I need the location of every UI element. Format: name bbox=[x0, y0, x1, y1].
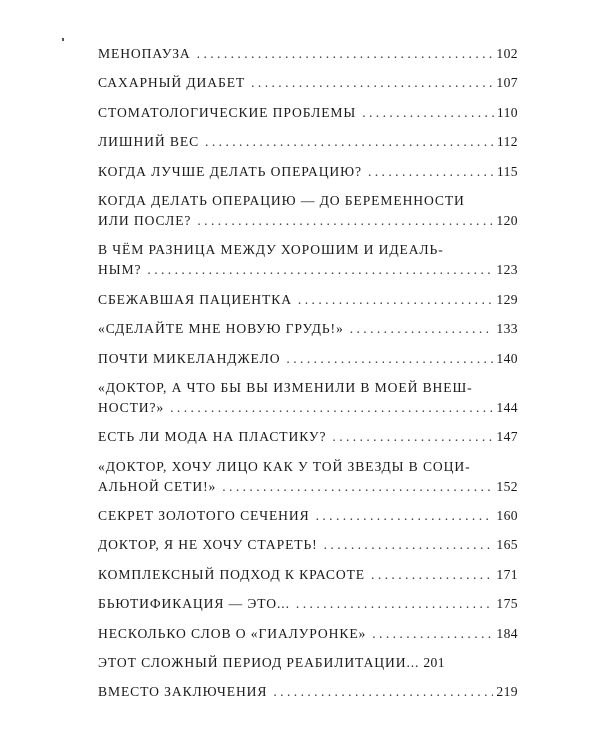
toc-entry-line bbox=[98, 427, 518, 447]
toc-entry-page-number: 147 bbox=[496, 429, 518, 445]
toc-entry bbox=[98, 653, 518, 673]
dot-leader bbox=[372, 624, 493, 644]
toc-entry-title-line: «ДОКТОР, А ЧТО БЫ ВЫ ИЗМЕНИЛИ В МОЕЙ ВНЕШ- bbox=[98, 379, 473, 395]
dot-leader bbox=[332, 427, 493, 447]
toc-entry-line bbox=[98, 653, 518, 673]
toc-entry bbox=[98, 44, 518, 64]
toc-entry-page-number: 123 bbox=[496, 262, 518, 278]
dot-leader bbox=[286, 349, 493, 369]
toc-entry-title: БЬЮТИФИКАЦИЯ — ЭТО... bbox=[98, 596, 290, 612]
dot-leader bbox=[170, 398, 493, 418]
toc-entry-line bbox=[98, 477, 518, 497]
toc-entry-line bbox=[98, 349, 518, 369]
toc-entry-page-number: 165 bbox=[496, 537, 518, 553]
page-speck bbox=[62, 38, 64, 41]
toc-entry bbox=[98, 624, 518, 644]
toc-entry-title: КОМПЛЕКСНЫЙ ПОДХОД К КРАСОТЕ bbox=[98, 566, 366, 582]
toc-entry bbox=[98, 240, 518, 280]
toc-entry-page-number: 171 bbox=[496, 566, 518, 582]
toc-entry bbox=[98, 457, 518, 497]
toc-entry-title: САХАРНЫЙ ДИАБЕТ bbox=[98, 75, 246, 91]
toc-entry-line bbox=[98, 624, 518, 644]
toc-entry bbox=[98, 378, 518, 418]
toc-entry bbox=[98, 73, 518, 93]
toc-entry-line bbox=[98, 73, 518, 93]
toc-entry-page-number: 184 bbox=[496, 625, 518, 641]
toc-entry-line bbox=[98, 594, 518, 614]
toc-entry-title: КОГДА ЛУЧШЕ ДЕЛАТЬ ОПЕРАЦИЮ? bbox=[98, 163, 362, 179]
dot-leader bbox=[324, 535, 494, 555]
toc-entry bbox=[98, 290, 518, 310]
toc-entry-line bbox=[98, 290, 518, 310]
toc-entry bbox=[98, 682, 518, 702]
toc-entry-page-number: 133 bbox=[496, 321, 518, 337]
toc-entry-title: АЛЬНОЙ СЕТИ!» bbox=[98, 478, 217, 494]
toc-entry-line bbox=[98, 535, 518, 555]
toc-entry bbox=[98, 162, 518, 182]
dot-leader bbox=[251, 73, 493, 93]
toc-entry-page-number: 107 bbox=[496, 75, 518, 91]
toc-entry-page-number: 144 bbox=[496, 399, 518, 415]
dot-leader bbox=[371, 565, 493, 585]
toc-entry-title: ПОЧТИ МИКЕЛАНДЖЕЛО bbox=[98, 350, 281, 366]
toc-entry bbox=[98, 594, 518, 614]
toc-entry-page-number: 201 bbox=[423, 655, 445, 671]
toc-entry-title: НЫМ? bbox=[98, 262, 142, 278]
toc-entry-title: СТОМАТОЛОГИЧЕСКИЕ ПРОБЛЕМЫ bbox=[98, 104, 357, 120]
toc-entry-page-number: 140 bbox=[496, 350, 518, 366]
toc-entry-line bbox=[98, 211, 518, 231]
dot-leader bbox=[350, 319, 494, 339]
dot-leader bbox=[222, 477, 493, 497]
toc-entry-title: НОСТИ?» bbox=[98, 399, 165, 415]
dot-leader bbox=[205, 132, 494, 152]
toc-entry bbox=[98, 132, 518, 152]
toc-entry-title: СЕКРЕТ ЗОЛОТОГО СЕЧЕНИЯ bbox=[98, 508, 310, 524]
dot-leader bbox=[273, 682, 493, 702]
dot-leader bbox=[368, 162, 494, 182]
dot-leader bbox=[296, 594, 493, 614]
toc-entry bbox=[98, 427, 518, 447]
dot-leader bbox=[362, 103, 494, 123]
dot-leader bbox=[298, 290, 493, 310]
toc-entry bbox=[98, 191, 518, 231]
toc-entry-page-number: 120 bbox=[496, 212, 518, 228]
toc-entry-title: НЕСКОЛЬКО СЛОВ О «ГИАЛУРОНКЕ» bbox=[98, 625, 367, 641]
toc-entry-page-number: 115 bbox=[496, 163, 518, 179]
toc-entry-title: ЕСТЬ ЛИ МОДА НА ПЛАСТИКУ? bbox=[98, 429, 327, 445]
table-of-contents bbox=[98, 44, 518, 712]
toc-entry-title-line: «ДОКТОР, ХОЧУ ЛИЦО КАК У ТОЙ ЗВЕЗДЫ В СОЦИ- bbox=[98, 458, 471, 474]
toc-entry-line bbox=[98, 319, 518, 339]
toc-entry-page-number: 160 bbox=[496, 508, 518, 524]
toc-entry-line bbox=[98, 44, 518, 64]
toc-entry-line bbox=[98, 162, 518, 182]
toc-entry bbox=[98, 565, 518, 585]
dot-leader bbox=[147, 260, 493, 280]
toc-entry-title: «СДЕЛАЙТЕ МНЕ НОВУЮ ГРУДЬ!» bbox=[98, 321, 344, 337]
toc-entry-title: ВМЕСТО ЗАКЛЮЧЕНИЯ bbox=[98, 684, 268, 700]
toc-entry-line bbox=[98, 506, 518, 526]
toc-entry-line bbox=[98, 103, 518, 123]
toc-entry-line bbox=[98, 565, 518, 585]
toc-entry bbox=[98, 506, 518, 526]
toc-entry-line bbox=[98, 132, 518, 152]
toc-entry-title: СБЕЖАВШАЯ ПАЦИЕНТКА bbox=[98, 291, 292, 307]
toc-entry-title: МЕНОПАУЗА bbox=[98, 46, 191, 61]
toc-entry-title: ЛИШНИЙ ВЕС bbox=[98, 134, 200, 150]
dot-leader bbox=[197, 44, 494, 64]
toc-entry-page-number: 152 bbox=[496, 478, 518, 494]
toc-entry-page-number: 219 bbox=[496, 684, 518, 700]
toc-entry-title-line: КОГДА ДЕЛАТЬ ОПЕРАЦИЮ — ДО БЕРЕМЕННОСТИ bbox=[98, 192, 465, 208]
toc-entry-page-number: 129 bbox=[496, 291, 518, 307]
toc-entry bbox=[98, 103, 518, 123]
toc-entry-title: ИЛИ ПОСЛЕ? bbox=[98, 212, 192, 228]
toc-entry-line bbox=[98, 260, 518, 280]
toc-entry-line bbox=[98, 398, 518, 418]
toc-entry-page-number: 110 bbox=[496, 104, 518, 120]
dot-leader bbox=[316, 506, 494, 526]
toc-entry-page-number: 102 bbox=[496, 46, 518, 61]
toc-entry bbox=[98, 349, 518, 369]
toc-entry bbox=[98, 319, 518, 339]
toc-entry-title-line: В ЧЁМ РАЗНИЦА МЕЖДУ ХОРОШИМ И ИДЕАЛЬ- bbox=[98, 242, 444, 258]
toc-entry-title: ЭТОТ СЛОЖНЫЙ ПЕРИОД РЕАБИЛИТАЦИИ... bbox=[98, 655, 420, 671]
toc-entry-page-number: 112 bbox=[496, 134, 518, 150]
toc-entry-line bbox=[98, 682, 518, 702]
toc-entry-page-number: 175 bbox=[496, 596, 518, 612]
dot-leader bbox=[197, 211, 493, 231]
toc-entry bbox=[98, 535, 518, 555]
toc-entry-title: ДОКТОР, Я НЕ ХОЧУ СТАРЕТЬ! bbox=[98, 537, 318, 553]
